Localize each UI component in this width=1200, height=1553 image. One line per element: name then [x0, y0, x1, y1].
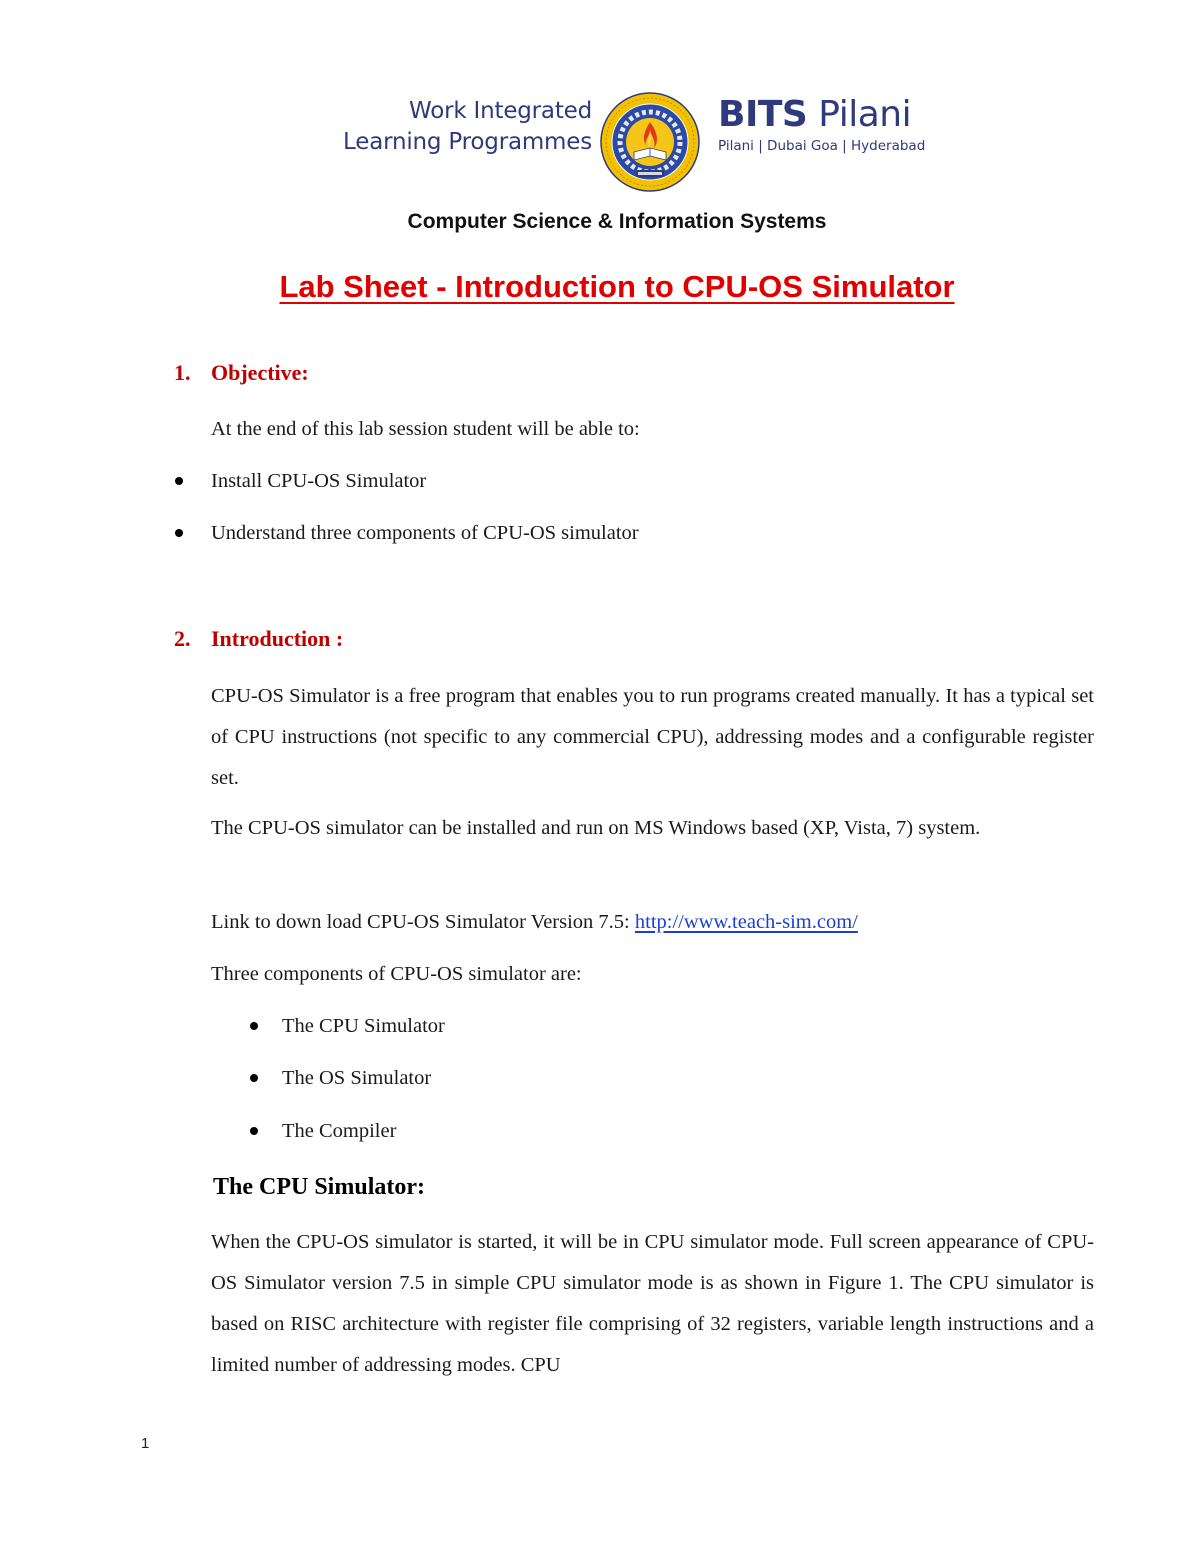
brand-name-bold: BITS: [718, 94, 808, 135]
objective-intro: At the end of this lab session student will be able to:: [211, 418, 640, 440]
introduction-paragraph-2: The CPU-OS simulator can be installed and run on MS Windows based (XP, Vista, 7) system.: [211, 817, 981, 839]
program-line-2: Learning Programmes: [343, 129, 592, 155]
bits-pilani-crest-icon: [600, 92, 700, 192]
cpu-simulator-paragraph: When the CPU-OS simulator is started, it will be in CPU simulator mode. Full screen appearance of CPU-OS Simulator version 7.5 in simple CPU simulator mode is as shown in Figure 1. The CPU simulator is based on RISC architecture with register file comprising of 32 registers, variable length instructions and a limited number of addressing modes. CPU: [211, 1231, 1094, 1376]
page-number: 1: [141, 1435, 150, 1452]
brand-name: [718, 94, 925, 136]
introduction-heading: [174, 625, 343, 653]
brand-campuses: Pilani | Dubai Goa | Hyderabad: [718, 138, 926, 154]
objective-bullet-1: Install CPU-OS Simulator: [211, 470, 427, 492]
brand-name-regular: Pilani: [818, 94, 912, 135]
download-link[interactable]: http://www.teach-sim.com/: [634, 911, 858, 933]
bullet-icon: [175, 477, 183, 485]
cpu-simulator-heading: The CPU Simulator:: [213, 1174, 425, 1200]
objective-heading: [174, 359, 309, 387]
download-label: Link to down load CPU-OS Simulator Version 7.5:: [211, 911, 635, 933]
introduction-paragraph-1: CPU-OS Simulator is a free program that enables you to run programs created manually. It has a typical set of CPU instructions (not specific to any commercial CPU), addressing modes and a configurable register set.: [211, 685, 1094, 789]
bits-pilani-logo: [718, 94, 925, 155]
wilp-logo-text: [332, 96, 592, 158]
bullet-icon: [175, 529, 183, 537]
component-item-1: The CPU Simulator: [282, 1015, 445, 1037]
introduction-number: 2.: [174, 626, 191, 651]
component-item-2: The OS Simulator: [282, 1067, 432, 1089]
page-title: Lab Sheet - Introduction to CPU-OS Simulator: [279, 269, 955, 304]
bullet-icon: [250, 1022, 258, 1030]
download-line: [211, 908, 858, 936]
objective-title: Objective:: [211, 360, 309, 385]
introduction-title: Introduction :: [211, 626, 344, 651]
bullet-icon: [250, 1074, 258, 1082]
bullet-icon: [250, 1127, 258, 1135]
objective-bullet-2: Understand three components of CPU-OS simulator: [211, 522, 639, 544]
component-item-3: The Compiler: [282, 1120, 397, 1142]
objective-number: 1.: [174, 360, 191, 385]
department-heading: Computer Science & Information Systems: [407, 210, 827, 233]
program-line-1: Work Integrated: [409, 98, 592, 124]
components-intro: Three components of CPU-OS simulator are:: [211, 963, 582, 985]
